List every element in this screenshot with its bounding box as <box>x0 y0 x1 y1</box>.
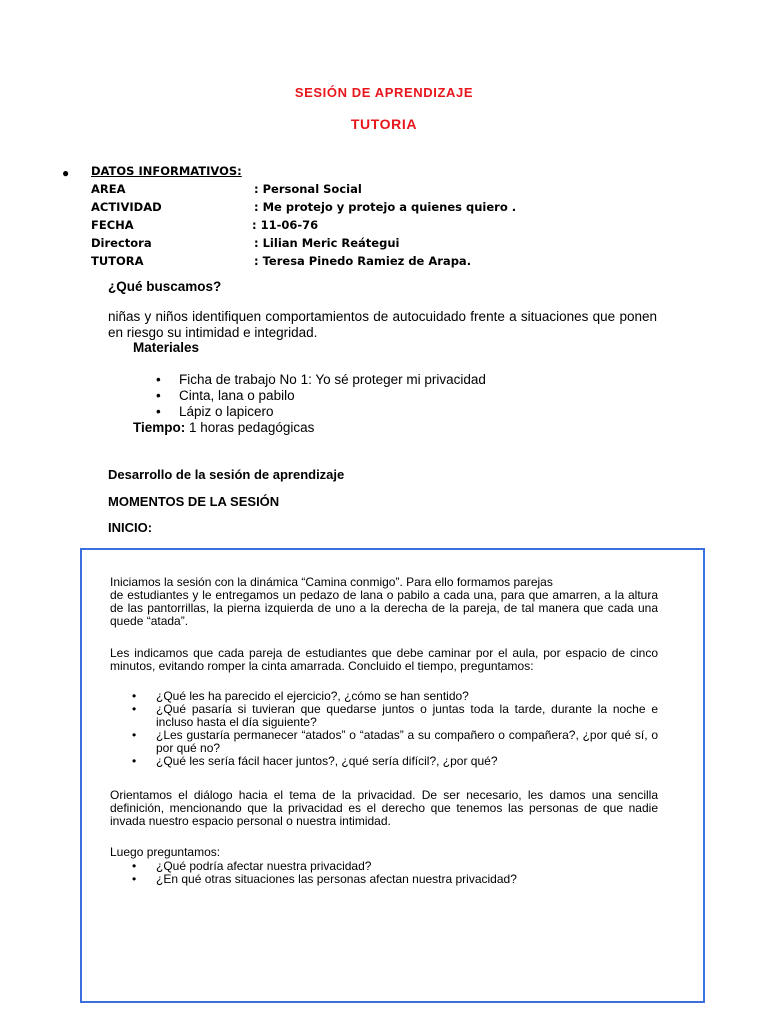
list-item: • Ficha de trabajo No 1: Yo sé proteger mi privacidad <box>155 372 486 388</box>
time-label: Tiempo: <box>133 420 186 435</box>
list-item: • Cinta, lana o pabilo <box>155 388 486 404</box>
time-value: 1 horas pedagógicas <box>185 420 315 435</box>
objective-heading: ¿Qué buscamos? <box>108 279 222 294</box>
info-row-area <box>91 182 651 199</box>
info-value: : 11-06-76 <box>252 218 319 232</box>
question-list <box>130 690 658 768</box>
list-item: • ¿En qué otras situaciones las personas afectan nuestra privacidad? <box>130 873 658 886</box>
list-item: • ¿Qué les ha parecido el ejercicio?, ¿cómo se han sentido? <box>130 690 658 703</box>
info-value: : Lilian Meric Reátegui <box>254 236 400 250</box>
list-item: • ¿Qué les sería fácil hacer juntos?, ¿qué sería difícil?, ¿por qué? <box>130 755 658 768</box>
objective-text: niñas y niños identifiquen comportamientos de autocuidado frente a situaciones que ponen en riesgo su intimidad e integridad. <box>108 309 657 340</box>
box-paragraph-1: de estudiantes y le entregamos un pedazo de lana o pabilo a cada una, para que amarren, a la altura de las pantorrillas, la pierna izquierda de uno a la derecha de la pareja, de tal manera que cada una quede “atada”. <box>110 588 658 628</box>
materials-list <box>155 372 486 420</box>
info-label: TUTORA <box>91 254 144 268</box>
info-row-directora <box>91 236 651 253</box>
time-line <box>133 420 314 435</box>
list-item: • ¿Les gustaría permanecer “atados” o “atadas” a su compañero o compañera?, ¿por qué sí, o por qué no? <box>130 729 658 755</box>
question-list-2 <box>130 860 658 886</box>
section-inicio: INICIO: <box>108 520 153 535</box>
box-paragraph-3: Orientamos el diálogo hacia el tema de la privacidad. De ser necesario, les damos una sencilla definición, mencionando que la privacidad es el derecho que tenemos las personas de que nadie invada nuestro espacio personal o nuestra intimidad. <box>110 788 658 828</box>
section-momentos: MOMENTOS DE LA SESIÓN <box>108 494 280 509</box>
info-label: FECHA <box>91 218 134 232</box>
box-paragraph-2: Les indicamos que cada pareja de estudiantes que debe caminar por el aula, por espacio de cinco minutos, evitando romper la cinta amarrada. Concluido el tiempo, preguntamos: <box>110 646 658 673</box>
info-heading: DATOS INFORMATIVOS: <box>91 164 242 178</box>
info-row-actividad <box>91 200 651 217</box>
info-value: : Me protejo y protejo a quienes quiero . <box>254 200 517 214</box>
section-desarrollo: Desarrollo de la sesión de aprendizaje <box>108 467 345 482</box>
materials-heading: Materiales <box>133 340 200 355</box>
document-title: SESIÓN DE APRENDIZAJE <box>294 85 474 100</box>
list-item: • ¿Qué pasaría si tuvieran que quedarse juntos o juntas toda la tarde, durante la noche e incluso hasta el día siguiente? <box>130 703 658 729</box>
info-row-tutora <box>91 254 651 271</box>
info-value: : Teresa Pinedo Ramiez de Arapa. <box>254 254 472 268</box>
box-paragraph-4: Luego preguntamos: <box>110 845 221 859</box>
info-label: ACTIVIDAD <box>91 200 162 214</box>
document-subtitle: TUTORIA <box>350 116 418 132</box>
info-value: : Personal Social <box>254 182 362 196</box>
info-row-fecha <box>91 218 651 235</box>
list-item: • Lápiz o lapicero <box>155 404 486 420</box>
info-label: Directora <box>91 236 152 250</box>
info-label: AREA <box>91 182 126 196</box>
box-paragraph-1-line-1: Iniciamos la sesión con la dinámica “Camina conmigo”. Para ello formamos parejas <box>110 575 553 589</box>
list-item: • ¿Qué podría afectar nuestra privacidad? <box>130 860 658 873</box>
bullet-icon: ● <box>62 166 70 180</box>
